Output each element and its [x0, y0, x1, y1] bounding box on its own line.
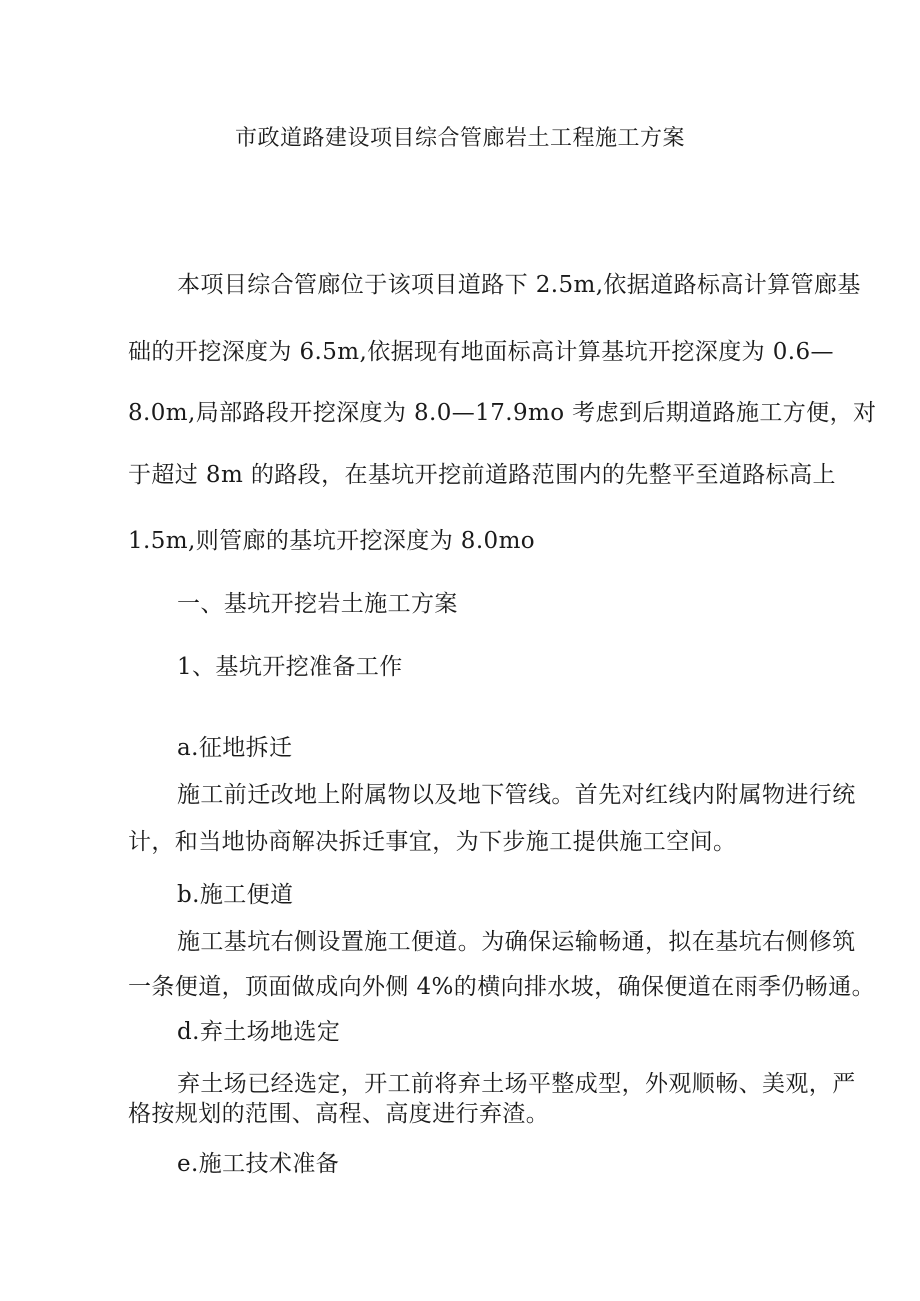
item-e-label: e.施工技术准备 [177, 1151, 340, 1177]
item-b-line-2: 一条便道，顶面做成向外侧 4%的横向排水坡，确保便道在雨季仍畅通。 [128, 974, 875, 1000]
document-title: 市政道路建设项目综合管廊岩土工程施工方案 [234, 126, 685, 151]
intro-line-4: 于超过 8m 的路段，在基坑开挖前道路范围内的先整平至道路标高上 [128, 462, 836, 488]
intro-line-3: 8.0m,局部路段开挖深度为 8.0—17.9mo 考虑到后期道路施工方便，对 [128, 400, 877, 426]
section-heading-1: 一、基坑开挖岩土施工方案 [177, 591, 458, 617]
subsection-heading-1-1: 1、基坑开挖准备工作 [177, 654, 403, 680]
item-a-line-2: 计，和当地协商解决拆迁事宜，为下步施工提供施工空间。 [128, 829, 737, 855]
item-d-label: d.弃土场地选定 [177, 1019, 341, 1045]
item-b-label: b.施工便道 [177, 882, 294, 908]
intro-line-5: 1.5m,则管廊的基坑开挖深度为 8.0mo [128, 528, 536, 554]
item-d-line-1: 弃土场已经选定，开工前将弃土场平整成型，外观顺畅、美观，严 [177, 1071, 856, 1097]
item-a-line-1: 施工前迁改地上附属物以及地下管线。首先对红线内附属物进行统 [177, 782, 856, 808]
item-b-line-1: 施工基坑右侧设置施工便道。为确保运输畅通，拟在基坑右侧修筑 [177, 929, 856, 955]
item-a-label: a.征地拆迁 [177, 735, 293, 761]
intro-line-1: 本项目综合管廊位于该项目道路下 2.5m,依据道路标高计算管廊基 [177, 272, 861, 298]
item-d-line-2: 格按规划的范围、高程、高度进行弃渣。 [128, 1101, 550, 1127]
intro-line-2: 础的开挖深度为 6.5m,依据现有地面标高计算基坑开挖深度为 0.6— [128, 339, 834, 365]
